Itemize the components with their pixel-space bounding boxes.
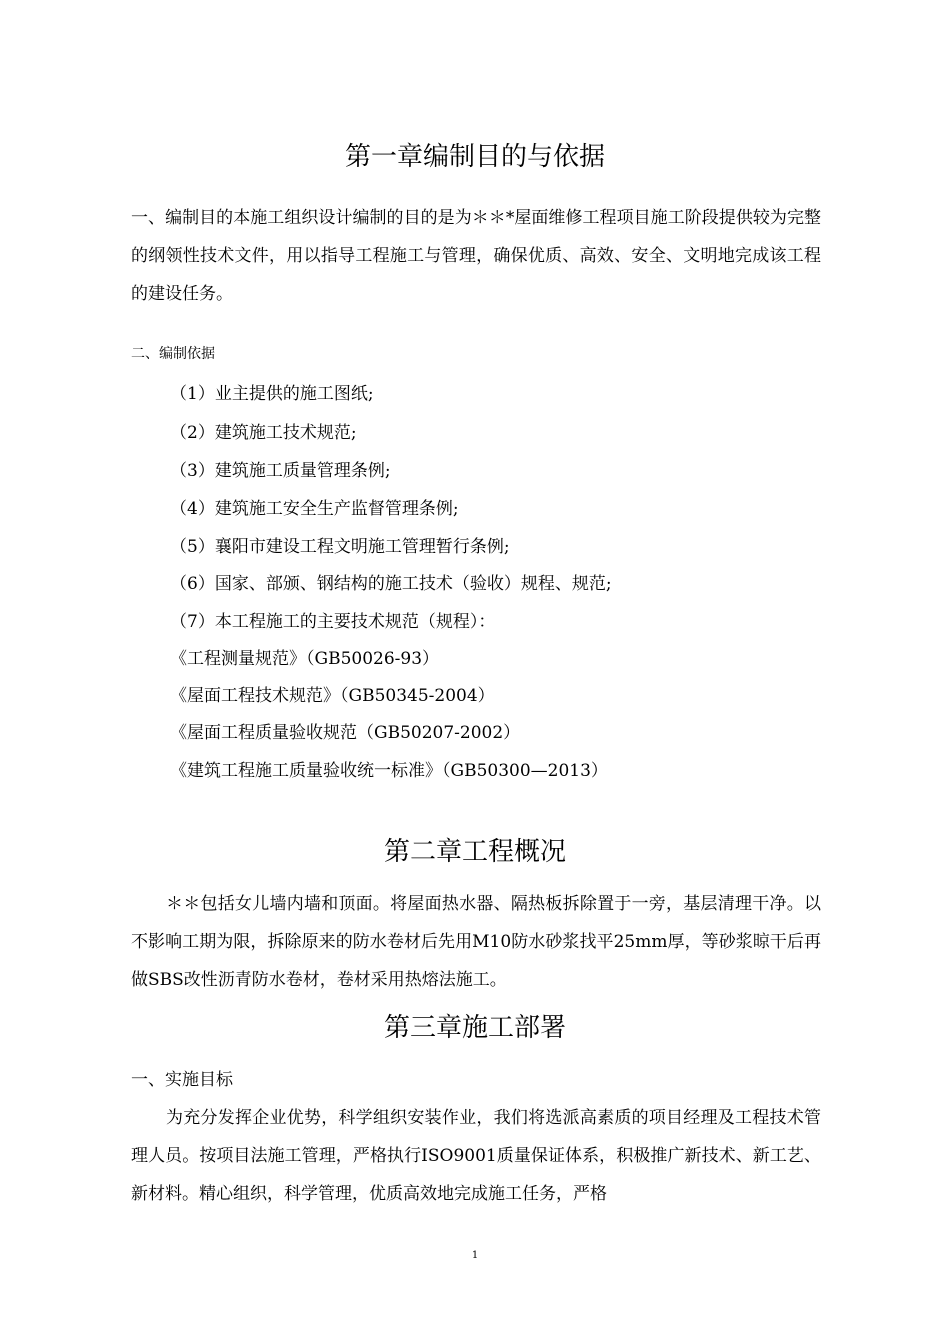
chapter-1-title: 第一章编制目的与依据 [344, 142, 605, 172]
basis-item: （7）本工程施工的主要技术规范（规程）： [170, 612, 496, 632]
goals-paragraph: 为充分发挥企业优势，科学组织安装作业，我们将选派高素质的项目经理及工程技术管理人员。按项目法施工管理，严格执行ISO9001质量保证体系，积极推广新技术、新工艺、新材料。精心组织，科学管理，优质高效地完成施工任务，严格 [131, 1108, 821, 1204]
chapter-3-title: 第三章施工部署 [383, 1013, 566, 1043]
basis-item: （6）国家、部颁、钢结构的施工技术（验收）规程、规范; [170, 574, 612, 594]
standard-item: 《屋面工程技术规范》（GB50345-2004） [170, 686, 495, 706]
standard-item: 《建筑工程施工质量验收统一标准》（GB50300—2013） [170, 761, 608, 781]
standard-item: 《屋面工程质量验收规范（GB50207-2002） [170, 723, 521, 743]
basis-item: （1）业主提供的施工图纸; [170, 384, 374, 404]
basis-item: （5）襄阳市建设工程文明施工管理暂行条例; [170, 537, 510, 557]
overview-paragraph: ＊＊包括女儿墙内墙和顶面。将屋面热水器、隔热板拆除置于一旁，基层清理干净。以不影响工期为限，拆除原来的防水卷材后先用M10防水砂浆找平25mm厚，等砂浆晾干后再做SBS改性沥青防水卷材，卷材采用热熔法施工。 [131, 894, 821, 990]
section-heading-goals: 一、实施目标 [131, 1070, 233, 1090]
basis-item: （3）建筑施工质量管理条例; [170, 461, 391, 481]
basis-heading: 二、编制依据 [131, 346, 215, 362]
page-number: 1 [471, 1250, 479, 1261]
basis-item: （2）建筑施工技术规范; [170, 423, 357, 443]
basis-item: （4）建筑施工安全生产监督管理条例; [170, 499, 459, 519]
chapter-2-title: 第二章工程概况 [383, 837, 566, 867]
purpose-paragraph: 一、编制目的本施工组织设计编制的目的是为＊＊*屋面维修工程项目施工阶段提供较为完整的纲领性技术文件，用以指导工程施工与管理，确保优质、高效、安全、文明地完成该工程的建设任务。 [131, 208, 821, 304]
standard-item: 《工程测量规范》（GB50026-93） [170, 649, 440, 669]
